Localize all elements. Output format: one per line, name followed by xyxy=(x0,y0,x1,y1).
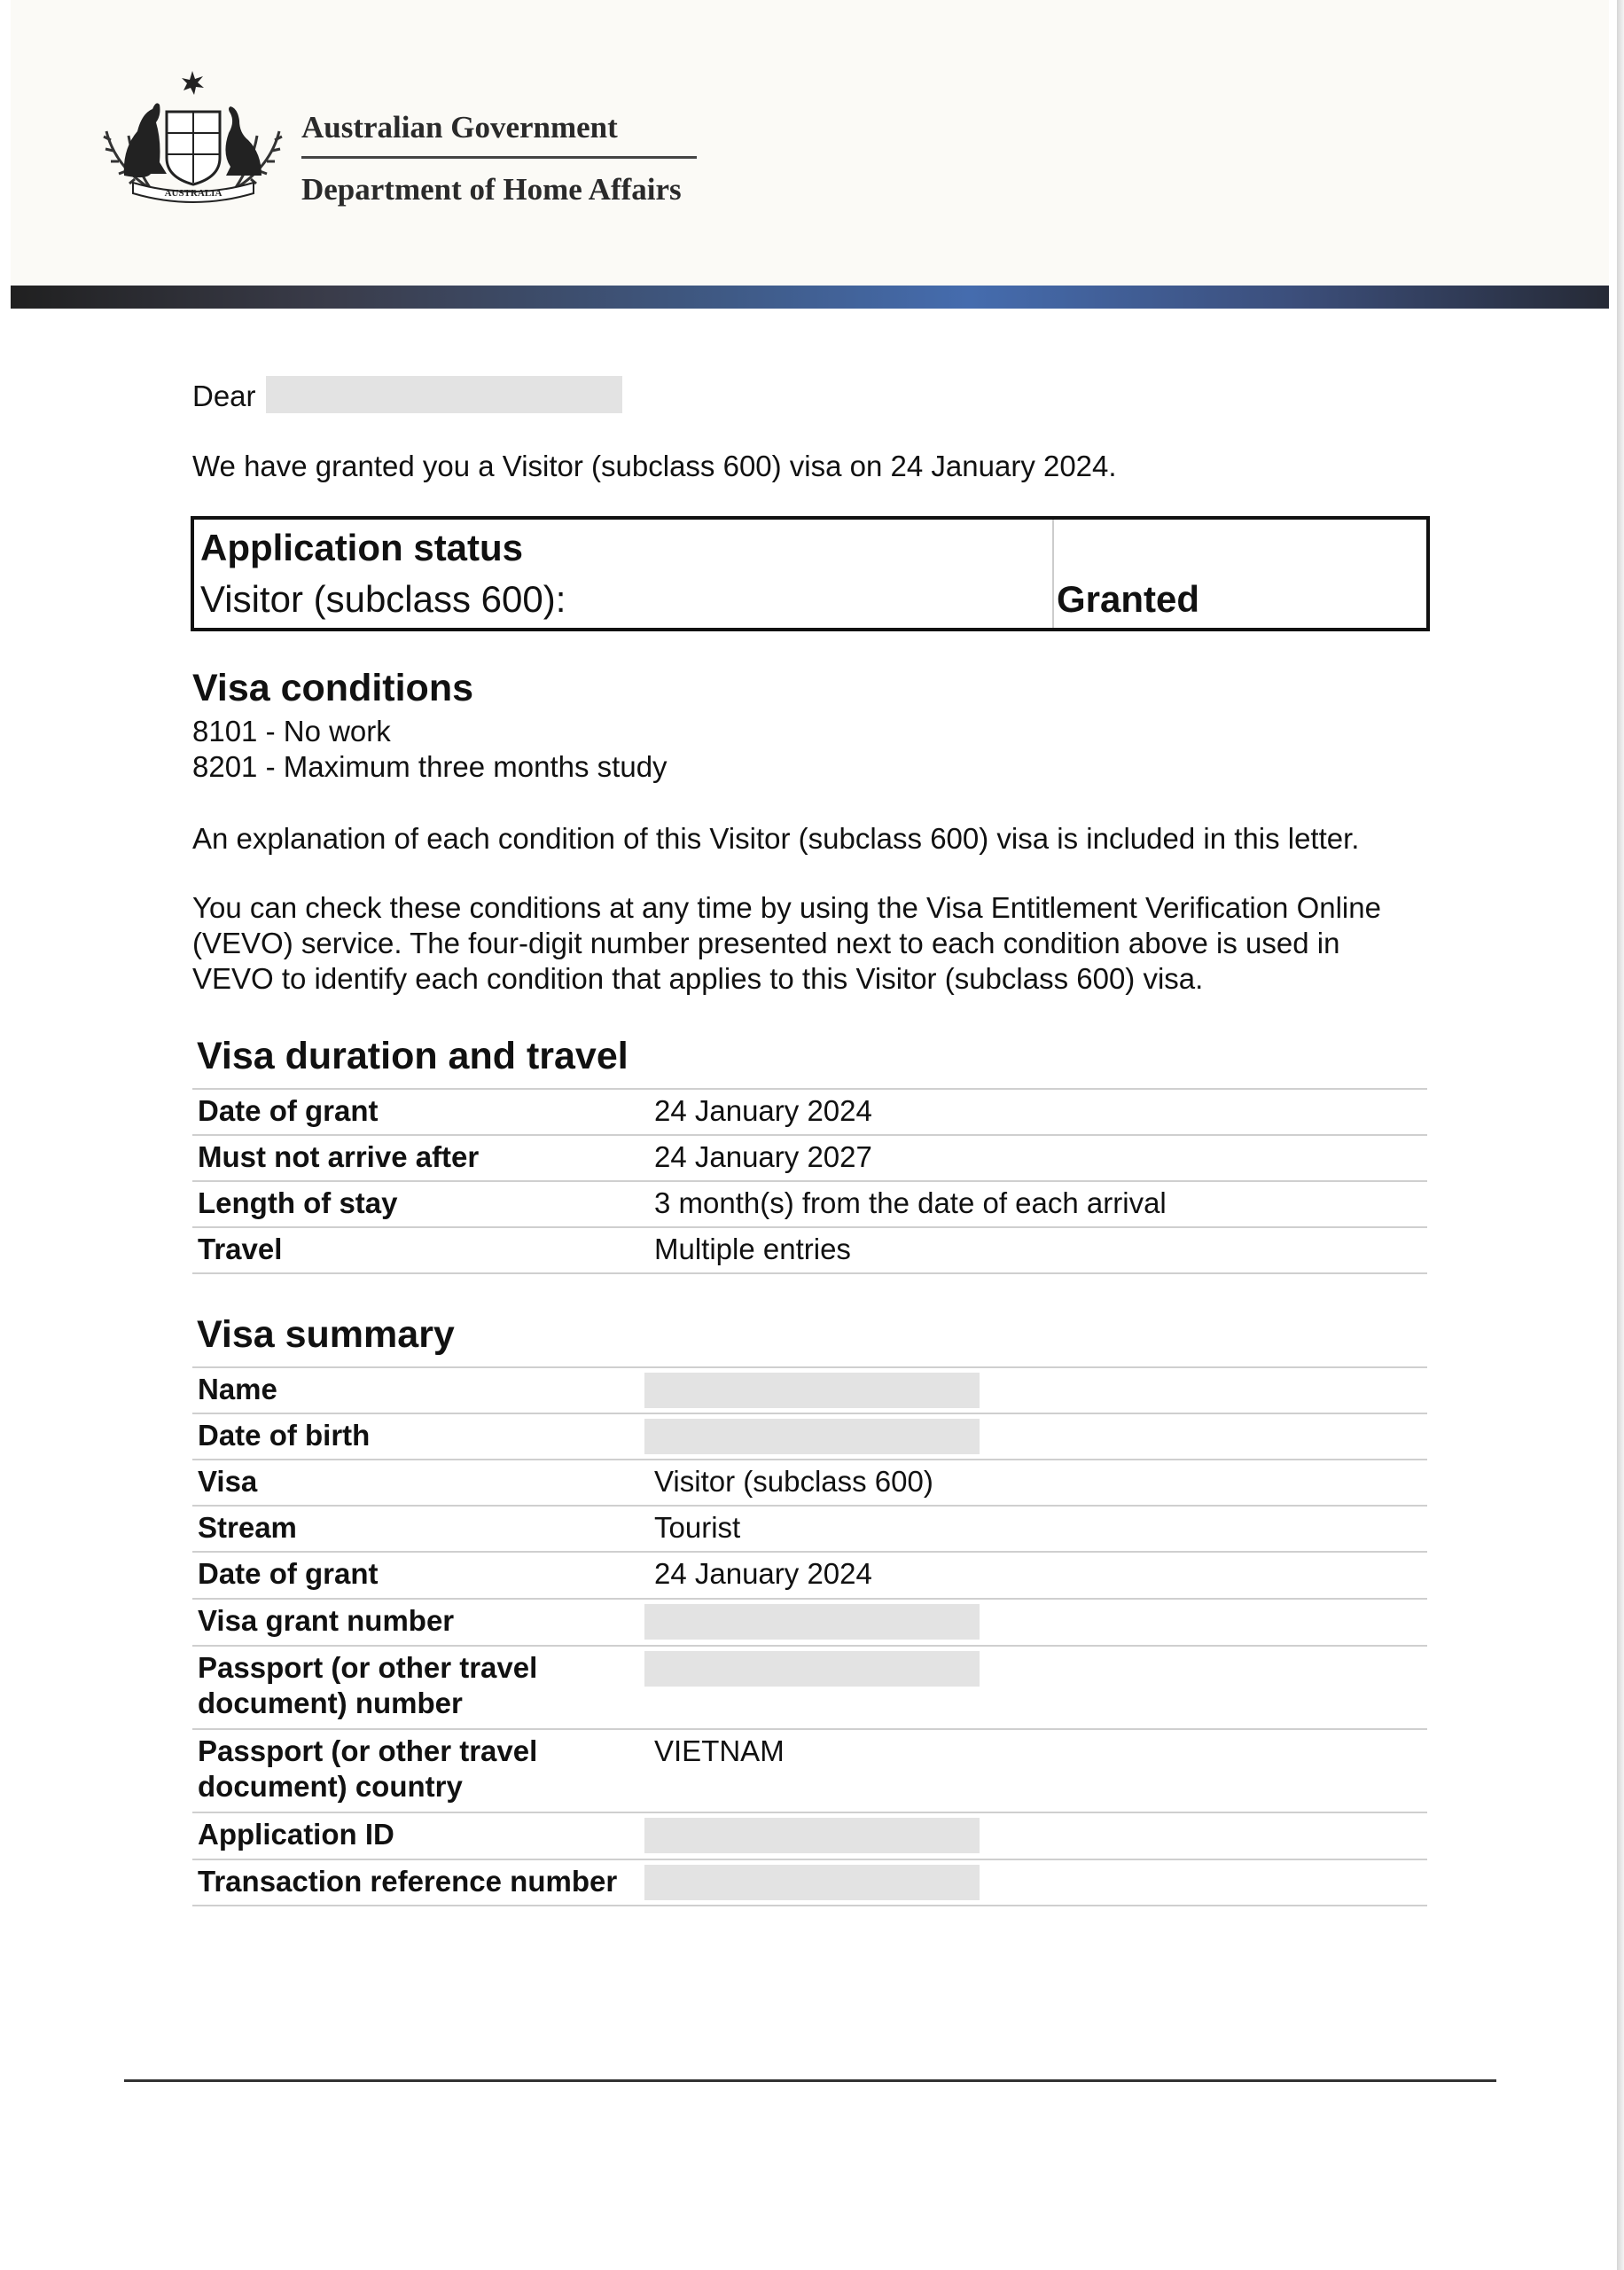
vevo-line: VEVO to identify each condition that applies to this Visitor (subclass 600) visa. xyxy=(192,962,1204,995)
redacted-value xyxy=(644,1419,980,1454)
row-label: Date of grant xyxy=(198,1094,379,1127)
row-value: Multiple entries xyxy=(654,1233,851,1265)
redacted-value xyxy=(644,1865,980,1900)
row-label: Name xyxy=(198,1373,277,1405)
duration-heading: Visa duration and travel xyxy=(197,1035,629,1077)
letterhead-divider xyxy=(301,156,697,159)
table-row xyxy=(192,1366,1427,1413)
vevo-line: You can check these conditions at any time by using the Visa Entitlement Verification Online xyxy=(192,891,1381,924)
row-label: Length of stay xyxy=(198,1186,398,1219)
row-value: 24 January 2024 xyxy=(654,1094,872,1127)
grant-intro: We have granted you a Visitor (subclass 600) visa on 24 January 2024. xyxy=(192,450,1117,482)
condition-item: 8101 - No work xyxy=(192,715,391,748)
row-value: VIETNAM xyxy=(654,1734,785,1767)
row-label: Stream xyxy=(198,1511,297,1544)
row-label: Date of birth xyxy=(198,1419,371,1452)
row-value: 24 January 2024 xyxy=(654,1557,872,1590)
conditions-explanation: An explanation of each condition of this Visitor (subclass 600) visa is included in this letter. xyxy=(192,822,1360,855)
government-title: Australian Government xyxy=(301,110,618,145)
row-label: Passport (or other travel document) number xyxy=(198,1651,538,1719)
row-value: 3 month(s) from the date of each arrival xyxy=(654,1186,1167,1219)
salutation: Dear xyxy=(192,380,256,412)
row-label: Must not arrive after xyxy=(198,1140,480,1173)
redacted-value xyxy=(644,1373,980,1408)
table-row xyxy=(192,1551,1427,1598)
vevo-paragraph xyxy=(192,890,1451,997)
row-label: Passport (or other travel document) country xyxy=(198,1734,538,1803)
conditions-list xyxy=(192,714,1451,785)
row-label: Application ID xyxy=(198,1818,394,1851)
row-value: Visitor (subclass 600) xyxy=(654,1465,933,1498)
redacted-recipient-name xyxy=(266,376,622,413)
header-color-bar xyxy=(11,286,1609,309)
table-row xyxy=(192,1598,1427,1645)
table-row xyxy=(192,1180,1427,1226)
row-value: 24 January 2027 xyxy=(654,1140,872,1173)
status-heading: Application status xyxy=(200,527,524,568)
status-visa-label: Visitor (subclass 600): xyxy=(200,578,566,620)
redacted-value xyxy=(644,1818,980,1853)
conditions-heading: Visa conditions xyxy=(192,667,473,709)
status-box-divider xyxy=(1052,520,1054,628)
row-label: Transaction reference number xyxy=(198,1865,618,1898)
department-title: Department of Home Affairs xyxy=(301,172,682,207)
row-label: Date of grant xyxy=(198,1557,379,1590)
table-row xyxy=(192,1505,1427,1551)
status-badge: Granted xyxy=(1057,578,1200,620)
vevo-line: (VEVO) service. The four-digit number presented next to each condition above is used in xyxy=(192,927,1340,959)
table-row xyxy=(192,1812,1427,1859)
table-row xyxy=(192,1088,1427,1134)
row-label: Visa grant number xyxy=(198,1604,455,1637)
summary-table xyxy=(192,1366,1427,1906)
condition-item: 8201 - Maximum three months study xyxy=(192,750,668,783)
table-row xyxy=(192,1134,1427,1180)
table-row xyxy=(192,1459,1427,1505)
table-row xyxy=(192,1645,1427,1728)
page-edge-shadow xyxy=(1617,0,1624,2270)
table-row xyxy=(192,1859,1427,1906)
redacted-value xyxy=(644,1604,980,1640)
crest-scroll-text: AUSTRALIA xyxy=(164,188,223,199)
coat-of-arms-icon xyxy=(98,69,288,211)
summary-heading: Visa summary xyxy=(197,1313,455,1356)
row-label: Visa xyxy=(198,1465,258,1498)
table-row xyxy=(192,1226,1427,1274)
duration-table xyxy=(192,1088,1427,1274)
footer-divider xyxy=(124,2079,1496,2082)
redacted-value xyxy=(644,1651,980,1687)
table-row xyxy=(192,1728,1427,1812)
row-label: Travel xyxy=(198,1233,283,1265)
table-row xyxy=(192,1413,1427,1459)
row-value: Tourist xyxy=(654,1511,741,1544)
